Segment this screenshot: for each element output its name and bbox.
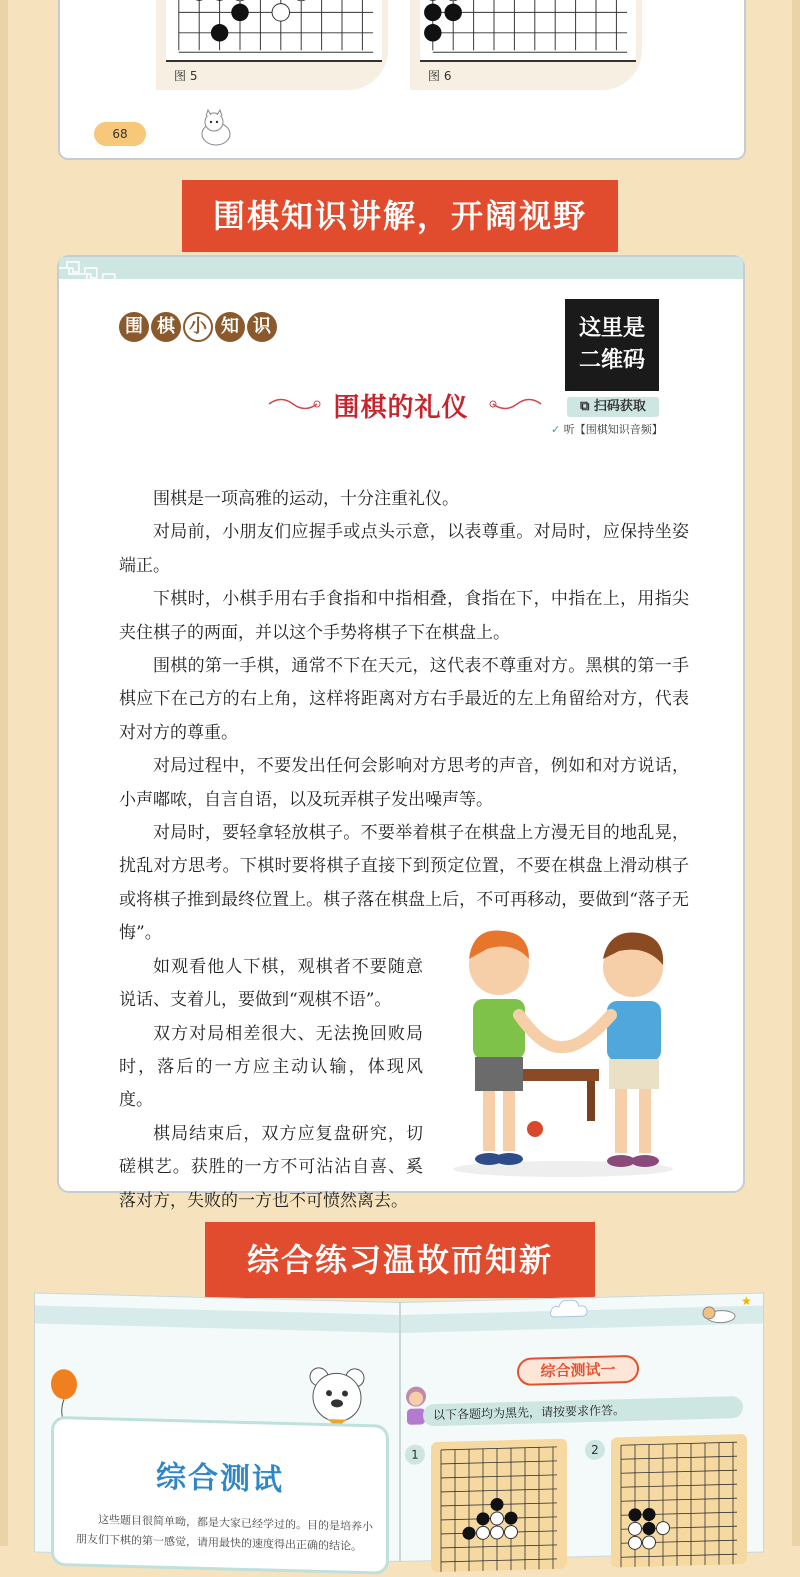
instruction-bar: 以下各题均为黑先，请按要求作答。 [423, 1396, 743, 1426]
article-paragraph: 对局前，小朋友们应握手或点头示意，以表尊重。对局时，应保持坐姿端正。 [119, 522, 689, 576]
section-banner-knowledge: 围棋知识讲解，开阔视野 [182, 180, 618, 252]
figure-6 [410, 0, 642, 90]
white-stone [491, 1512, 504, 1525]
book-right-page [400, 1292, 764, 1562]
article-paragraph: 下棋时，小棋手用右手食指和中指相叠，食指在下，中指在上，用指尖夹住棋子的两面，并以这个手势将棋子下在棋盘上。 [119, 589, 689, 643]
black-stone [424, 24, 441, 41]
previous-page-card [58, 0, 746, 160]
test-intro-card [51, 1416, 389, 1575]
check-icon: ✓ [551, 423, 561, 436]
test-title: 综合测试 [156, 1459, 284, 1498]
test-one-label: 综合测试一 [517, 1355, 639, 1386]
black-stone [463, 1527, 476, 1540]
black-stone [444, 4, 461, 21]
go-board-figure-5 [166, 0, 382, 62]
right-border-strip [792, 0, 800, 1546]
go-board-diagram [611, 1434, 747, 1568]
qr-scan-icon: ⧉ [580, 399, 590, 414]
white-stone [477, 1526, 490, 1539]
page-number: 68 [94, 122, 146, 146]
book-preview [34, 1293, 764, 1562]
go-board-diagram [420, 0, 636, 60]
tag-char: 围 [119, 312, 149, 342]
black-stone [211, 0, 228, 1]
weiqi-tips-tag [119, 312, 277, 342]
star-icon: ★ [741, 1293, 752, 1309]
figure-label: 图 5 [174, 69, 198, 83]
tag-char: 棋 [151, 312, 181, 342]
qr-code-placeholder[interactable]: 这里是 二维码 [565, 299, 659, 391]
article-paragraph: 围棋是一项高雅的运动，十分注重礼仪。 [153, 489, 459, 509]
article-paragraph: 棋局结束后，双方应复盘研究，切磋棋艺。获胜的一方不可沾沾自喜、奚落对方，失败的一方也不可愤然离去。 [119, 1123, 423, 1211]
question-board-2 [611, 1434, 747, 1568]
white-stone [272, 4, 289, 21]
black-stone [491, 1498, 504, 1511]
black-stone [629, 1508, 642, 1521]
go-board-diagram [431, 1439, 567, 1573]
article-title: 围棋的礼仪 [333, 393, 469, 423]
question-board-1 [431, 1439, 567, 1573]
scan-button-label: 扫码获取 [593, 399, 646, 414]
cloud-icon [549, 1298, 589, 1319]
fret-border [59, 257, 743, 279]
fret-border [35, 1305, 399, 1333]
white-stone [629, 1536, 642, 1549]
black-stone [505, 1511, 518, 1524]
cat-illustration-icon [192, 108, 236, 148]
go-board-figure-6 [420, 0, 636, 62]
bear-mascot-icon [305, 1363, 369, 1429]
question-number: 2 [585, 1440, 605, 1461]
black-stone [477, 1512, 490, 1525]
left-border-strip [0, 0, 8, 1546]
swirl-ornament-right-icon [487, 395, 543, 413]
tag-char: 识 [247, 312, 277, 342]
white-stone [505, 1525, 518, 1538]
article-paragraph: 如观看他人下棋，观棋者不要随意说话、支着儿，要做到“观棋不语”。 [119, 956, 423, 1011]
black-stone [643, 1522, 656, 1535]
go-board-diagram [166, 0, 382, 60]
black-stone [190, 0, 207, 1]
black-stone [211, 24, 228, 41]
audio-hint-label: 听【围棋知识音频】 [563, 423, 663, 436]
white-stone [643, 1536, 656, 1549]
article-paragraph: 双方对局相差很大、无法挽回败局时，落后的一方应主动认输，体现风度。 [119, 1023, 423, 1111]
tag-char: 小 [183, 312, 213, 342]
article-paragraph: 围棋的第一手棋，通常不下在天元，这代表不尊重对方。黑棋的第一手棋应下在己方的右上角，这样将距离对方右手最近的左上角留给对方，代表对对方的尊重。 [119, 656, 689, 743]
black-stone [231, 4, 248, 21]
cat-lying-icon [701, 1302, 737, 1325]
section-banner-practice: 综合练习温故而知新 [205, 1222, 595, 1298]
figure-label: 图 6 [428, 69, 452, 83]
white-stone [292, 0, 309, 1]
kids-shaking-hands-illustration [443, 919, 683, 1181]
white-stone [444, 0, 461, 1]
fret-pattern [59, 257, 743, 279]
black-stone [643, 1508, 656, 1521]
figure-5 [156, 0, 388, 90]
black-stone [424, 4, 441, 21]
article-card [57, 255, 745, 1211]
tag-char: 知 [215, 312, 245, 342]
test-description: 这些题目很简单呦，都是大家已经学过的。目的是培养小朋友们下棋的第一感觉，请用最快的速度得出正确的结论。 [76, 1513, 373, 1554]
white-stone [231, 0, 248, 1]
white-stone [491, 1526, 504, 1539]
question-number: 1 [405, 1444, 425, 1465]
white-stone [629, 1522, 642, 1535]
black-stone [424, 0, 441, 1]
book-left-page [34, 1292, 400, 1562]
white-stone [657, 1521, 670, 1534]
article-paragraph: 对局过程中，不要发出任何会影响对方思考的声音，例如和对方说话，小声嘟哝，自言自语，以及玩弄棋子发出噪声等。 [119, 756, 689, 810]
article-paragraph: 对局时，要轻拿轻放棋子。不要举着棋子在棋盘上方漫无目的地乱晃，扰乱对方思考。下棋时要将棋子直接下到预定位置，不要在棋盘上滑动棋子或将棋子推到最终位置上。棋子落在棋盘上后，不可再移动，要做到“落子无悔”。 [119, 823, 689, 944]
